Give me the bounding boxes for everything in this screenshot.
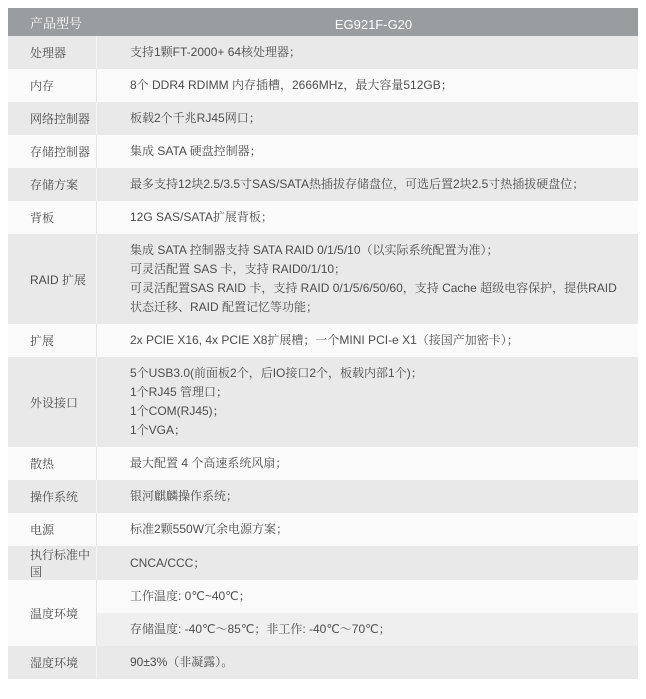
row-value xyxy=(96,36,638,69)
row-value-line: 2x PCIE X16, 4x PCIE X8扩展槽；一个MINI PCI-e X1（接国产加密卡）； xyxy=(130,333,519,347)
row-value-line: 集成 SATA 控制器支持 SATA RAID 0/1/5/10（以实际系统配置为准）； xyxy=(130,243,499,257)
row-value-line: 1个COM(RJ45)； xyxy=(130,404,225,418)
row-value-line: 1个VGA； xyxy=(130,423,187,437)
row-label: 内存 xyxy=(30,79,55,93)
table-body xyxy=(8,36,638,679)
table-row xyxy=(8,447,638,480)
row-value xyxy=(96,201,638,234)
row-value-line: 可灵活配置 SAS 卡，支持 RAID0/1/10； xyxy=(130,262,347,276)
table-row xyxy=(8,201,638,234)
table-row xyxy=(8,135,638,168)
table-row xyxy=(8,513,638,546)
row-label: 外设接口 xyxy=(30,395,79,410)
row-value xyxy=(96,102,638,135)
row-value xyxy=(96,234,638,324)
row-value xyxy=(96,513,638,546)
row-value-line: 最大配置 4 个高速系统风扇； xyxy=(130,456,288,470)
row-value xyxy=(96,546,638,580)
row-value-line: 集成 SATA 硬盘控制器； xyxy=(130,144,262,158)
table-row xyxy=(8,168,638,201)
row-value xyxy=(96,69,638,102)
row-value-line: 1个RJ45 管理口； xyxy=(130,385,229,399)
row-label: 执行标准中国 xyxy=(30,548,91,579)
row-value xyxy=(96,357,638,447)
row-label: 散热 xyxy=(30,457,55,471)
row-value-line: 12G SAS/SATA扩展背板； xyxy=(130,210,273,224)
row-value-line: CNCA/CCC； xyxy=(130,555,206,570)
row-value xyxy=(96,646,638,679)
row-value xyxy=(96,168,638,201)
table-header-row xyxy=(8,8,638,36)
table-row xyxy=(8,646,638,679)
row-label: 处理器 xyxy=(30,46,67,60)
row-label: 湿度环境 xyxy=(30,656,79,670)
row-value xyxy=(96,324,638,357)
row-value-line: 5个USB3.0(前面板2个，后IO接口2个，板载内部1个)； xyxy=(130,366,423,380)
table-row xyxy=(8,546,638,580)
row-value-line: 可灵活配置SAS RAID 卡，支持 RAID 0/1/5/6/50/60，支持 Cache 超级电容保护，提供RAID 状态迁移、RAID 配置记忆等功能； xyxy=(130,281,617,314)
row-value-line: 板载2个千兆RJ45网口； xyxy=(130,111,261,125)
table-row xyxy=(8,357,638,447)
row-subvalue: 工作温度: 0℃~40℃； xyxy=(97,580,638,613)
row-value xyxy=(96,447,638,480)
table-row xyxy=(8,580,638,646)
row-value xyxy=(96,135,638,168)
table-header-label: 产品型号 xyxy=(30,15,83,31)
row-value-group xyxy=(96,580,638,646)
row-label: 网络控制器 xyxy=(30,112,91,126)
spec-table xyxy=(8,8,638,679)
row-subvalue: 存储温度: -40℃～85℃；非工作: -40℃～70℃； xyxy=(97,613,638,646)
table-row xyxy=(8,36,638,69)
table-row xyxy=(8,102,638,135)
row-label: 背板 xyxy=(30,211,55,225)
table-row xyxy=(8,69,638,102)
row-value-line: 90±3%（非凝露）。 xyxy=(130,655,234,669)
row-value xyxy=(96,480,638,513)
row-value-line: 支持1颗FT-2000+ 64核处理器； xyxy=(130,45,302,59)
row-label: 存储控制器 xyxy=(30,145,91,159)
table-row xyxy=(8,234,638,324)
row-label: 温度环境 xyxy=(30,606,79,621)
row-value-line: 8个 DDR4 RDIMM 内存插槽，2666MHz，最大容量512GB； xyxy=(130,78,453,92)
table-row xyxy=(8,324,638,357)
row-value-line: 银河麒麟操作系统； xyxy=(130,489,239,503)
row-label: 电源 xyxy=(30,523,55,537)
table-row xyxy=(8,480,638,513)
row-label: 扩展 xyxy=(30,334,55,348)
row-label: 操作系统 xyxy=(30,490,79,504)
row-value-line: 标准2颗550W冗余电源方案； xyxy=(130,522,289,536)
row-label: 存储方案 xyxy=(30,178,79,192)
row-label: RAID 扩展 xyxy=(30,272,87,287)
row-value-line: 最多支持12块2.5/3.5寸SAS/SATA热插拔存储盘位，可选后置2块2.5寸热插拔硬盘位； xyxy=(130,177,585,191)
table-header-model: EG921F-G20 xyxy=(334,17,413,32)
